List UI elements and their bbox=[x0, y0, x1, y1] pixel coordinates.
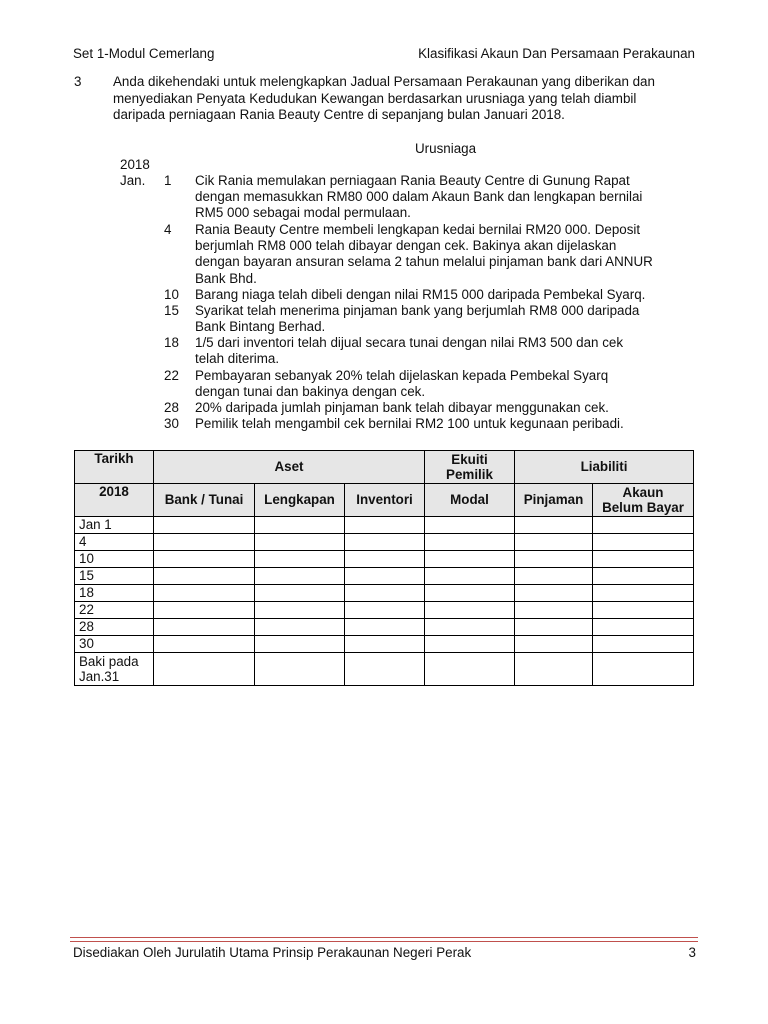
transaction-line: 20% daripada jumlah pinjaman bank telah dibayar menggunakan cek. bbox=[195, 400, 609, 415]
cell-pinjaman[interactable] bbox=[515, 534, 593, 551]
transaction-text bbox=[195, 400, 609, 416]
row-date-label: Jan 1 bbox=[75, 517, 154, 534]
cell-lengkapan[interactable] bbox=[255, 636, 345, 653]
cell-inventori[interactable] bbox=[345, 551, 425, 568]
cell-bank[interactable] bbox=[154, 551, 255, 568]
header-ekuiti-line: Ekuiti bbox=[451, 452, 488, 467]
transaction-line: telah diterima. bbox=[195, 351, 280, 367]
table-row bbox=[75, 636, 694, 653]
cell-lengkapan[interactable] bbox=[255, 653, 345, 686]
table-row bbox=[75, 534, 694, 551]
transaction-line: Rania Beauty Centre membeli lengkapan kedai bernilai RM20 000. Deposit bbox=[195, 222, 641, 237]
cell-akaun-belum-bayar[interactable] bbox=[593, 653, 694, 686]
header-year: 2018 bbox=[75, 484, 154, 517]
transaction-text bbox=[195, 335, 623, 367]
cell-modal[interactable] bbox=[425, 568, 515, 585]
table-row bbox=[75, 602, 694, 619]
balance-label-line: Jan.31 bbox=[79, 669, 120, 684]
cell-lengkapan[interactable] bbox=[255, 534, 345, 551]
transaction-day: 30 bbox=[164, 416, 179, 431]
cell-bank[interactable] bbox=[154, 653, 255, 686]
cell-bank[interactable] bbox=[154, 517, 255, 534]
header-modal: Modal bbox=[425, 484, 515, 517]
cell-inventori[interactable] bbox=[345, 517, 425, 534]
table-row bbox=[75, 585, 694, 602]
transaction-day: 15 bbox=[164, 303, 179, 318]
cell-inventori[interactable] bbox=[345, 653, 425, 686]
transaction-line: 1/5 dari inventori telah dijual secara tunai dengan nilai RM3 500 dan cek bbox=[195, 335, 624, 350]
transaction-line: berjumlah RM8 000 telah dibayar dengan cek. Bakinya akan dijelaskan bbox=[195, 238, 617, 254]
table-row bbox=[75, 517, 694, 534]
cell-inventori[interactable] bbox=[345, 619, 425, 636]
cell-bank[interactable] bbox=[154, 585, 255, 602]
question-number: 3 bbox=[74, 74, 82, 89]
transaction-text bbox=[195, 416, 624, 432]
cell-modal[interactable] bbox=[425, 585, 515, 602]
cell-lengkapan[interactable] bbox=[255, 568, 345, 585]
row-date-label: 4 bbox=[75, 534, 154, 551]
row-date-label: 30 bbox=[75, 636, 154, 653]
cell-inventori[interactable] bbox=[345, 568, 425, 585]
footer-rule bbox=[70, 941, 698, 942]
cell-akaun-belum-bayar[interactable] bbox=[593, 534, 694, 551]
header-pinjaman: Pinjaman bbox=[515, 484, 593, 517]
cell-modal[interactable] bbox=[425, 636, 515, 653]
cell-pinjaman[interactable] bbox=[515, 619, 593, 636]
transactions-title: Urusniaga bbox=[415, 141, 477, 156]
header-tarikh: Tarikh bbox=[75, 451, 154, 484]
transaction-day: 28 bbox=[164, 400, 179, 415]
transaction-line: Bank Bintang Berhad. bbox=[195, 319, 326, 335]
cell-pinjaman[interactable] bbox=[515, 517, 593, 534]
table-row bbox=[75, 551, 694, 568]
question-line: daripada perniagaan Rania Beauty Centre di sepanjang bulan Januari 2018. bbox=[113, 107, 565, 122]
table-row bbox=[75, 619, 694, 636]
cell-bank[interactable] bbox=[154, 619, 255, 636]
transaction-day: 18 bbox=[164, 335, 179, 350]
transaction-text bbox=[195, 173, 642, 222]
cell-pinjaman[interactable] bbox=[515, 636, 593, 653]
transaction-text bbox=[195, 287, 645, 303]
transaction-text bbox=[195, 222, 653, 287]
cell-akaun-belum-bayar[interactable] bbox=[593, 636, 694, 653]
header-module: Set 1-Modul Cemerlang bbox=[73, 46, 215, 61]
cell-pinjaman[interactable] bbox=[515, 568, 593, 585]
cell-modal[interactable] bbox=[425, 602, 515, 619]
transactions-year: 2018 bbox=[120, 157, 150, 172]
cell-pinjaman[interactable] bbox=[515, 602, 593, 619]
cell-modal[interactable] bbox=[425, 653, 515, 686]
row-date-label bbox=[75, 653, 154, 686]
footer-text: Disediakan Oleh Jurulatih Utama Prinsip Perakaunan Negeri Perak bbox=[73, 945, 472, 960]
cell-bank[interactable] bbox=[154, 602, 255, 619]
row-date-label: 22 bbox=[75, 602, 154, 619]
header-akaun-belum-bayar bbox=[593, 484, 694, 517]
transaction-line: Pemilik telah mengambil cek bernilai RM2 100 untuk kegunaan peribadi. bbox=[195, 416, 624, 431]
cell-lengkapan[interactable] bbox=[255, 551, 345, 568]
table-group-header-row bbox=[75, 451, 694, 484]
transaction-line: dengan bayaran ansuran selama 2 tahun melalui pinjaman bank dari ANNUR bbox=[195, 254, 653, 270]
header-ekuiti-line: Pemilik bbox=[446, 467, 493, 482]
question-line: menyediakan Penyata Kedudukan Kewangan berdasarkan urusniaga yang telah diambil bbox=[113, 90, 637, 106]
header-lengkapan: Lengkapan bbox=[255, 484, 345, 517]
transaction-line: RM5 000 sebagai modal permulaan. bbox=[195, 205, 411, 221]
transaction-day: 1 bbox=[164, 173, 172, 188]
header-bank-tunai: Bank / Tunai bbox=[154, 484, 255, 517]
cell-lengkapan[interactable] bbox=[255, 517, 345, 534]
cell-lengkapan[interactable] bbox=[255, 602, 345, 619]
cell-akaun-belum-bayar[interactable] bbox=[593, 619, 694, 636]
page-number: 3 bbox=[688, 945, 696, 960]
transactions-month: Jan. bbox=[120, 173, 146, 188]
cell-bank[interactable] bbox=[154, 534, 255, 551]
header-liabiliti: Liabiliti bbox=[515, 451, 694, 484]
transaction-text bbox=[195, 368, 608, 400]
cell-inventori[interactable] bbox=[345, 534, 425, 551]
row-date-label: 28 bbox=[75, 619, 154, 636]
cell-bank[interactable] bbox=[154, 636, 255, 653]
cell-akaun-belum-bayar[interactable] bbox=[593, 585, 694, 602]
row-date-label: 15 bbox=[75, 568, 154, 585]
accounting-equation-table bbox=[74, 450, 694, 686]
transaction-text bbox=[195, 303, 639, 335]
cell-inventori[interactable] bbox=[345, 602, 425, 619]
cell-akaun-belum-bayar[interactable] bbox=[593, 551, 694, 568]
cell-inventori[interactable] bbox=[345, 585, 425, 602]
table-sub-header-row bbox=[75, 484, 694, 517]
transaction-day: 4 bbox=[164, 222, 172, 237]
question-line: Anda dikehendaki untuk melengkapkan Jadual Persamaan Perakaunan yang diberikan dan bbox=[113, 74, 655, 89]
cell-modal[interactable] bbox=[425, 517, 515, 534]
transaction-day: 22 bbox=[164, 368, 179, 383]
header-ekuiti bbox=[425, 451, 515, 484]
balance-label-line: Baki pada bbox=[79, 654, 139, 669]
cell-akaun-belum-bayar[interactable] bbox=[593, 602, 694, 619]
transaction-day: 10 bbox=[164, 287, 179, 302]
cell-akaun-belum-bayar[interactable] bbox=[593, 568, 694, 585]
cell-bank[interactable] bbox=[154, 568, 255, 585]
transaction-line: dengan tunai dan bakinya dengan cek. bbox=[195, 384, 426, 400]
transaction-line: Bank Bhd. bbox=[195, 270, 257, 286]
question-text bbox=[113, 74, 683, 124]
transaction-line: Cik Rania memulakan perniagaan Rania Beauty Centre di Gunung Rapat bbox=[195, 173, 630, 188]
cell-inventori[interactable] bbox=[345, 636, 425, 653]
cell-pinjaman[interactable] bbox=[515, 653, 593, 686]
transaction-line: dengan memasukkan RM80 000 dalam Akaun Bank dan lengkapan bernilai bbox=[195, 189, 643, 205]
transaction-line: Pembayaran sebanyak 20% telah dijelaskan kepada Pembekal Syarq bbox=[195, 368, 609, 383]
cell-pinjaman[interactable] bbox=[515, 551, 593, 568]
cell-lengkapan[interactable] bbox=[255, 619, 345, 636]
transaction-line: Barang niaga telah dibeli dengan nilai RM15 000 daripada Pembekal Syarq. bbox=[195, 287, 646, 302]
footer-rule bbox=[70, 937, 698, 938]
header-aset: Aset bbox=[154, 451, 425, 484]
header-inventori: Inventori bbox=[345, 484, 425, 517]
transaction-line: Syarikat telah menerima pinjaman bank yang berjumlah RM8 000 daripada bbox=[195, 303, 640, 318]
header-akaun-line: Belum Bayar bbox=[602, 500, 684, 515]
cell-akaun-belum-bayar[interactable] bbox=[593, 517, 694, 534]
header-akaun-line: Akaun bbox=[622, 485, 664, 500]
header-topic: Klasifikasi Akaun Dan Persamaan Perakaunan bbox=[418, 46, 695, 61]
row-date-label: 18 bbox=[75, 585, 154, 602]
cell-lengkapan[interactable] bbox=[255, 585, 345, 602]
row-date-label: 10 bbox=[75, 551, 154, 568]
table-row-balance bbox=[75, 653, 694, 686]
cell-modal[interactable] bbox=[425, 551, 515, 568]
cell-modal[interactable] bbox=[425, 534, 515, 551]
table-row bbox=[75, 568, 694, 585]
cell-pinjaman[interactable] bbox=[515, 585, 593, 602]
cell-modal[interactable] bbox=[425, 619, 515, 636]
